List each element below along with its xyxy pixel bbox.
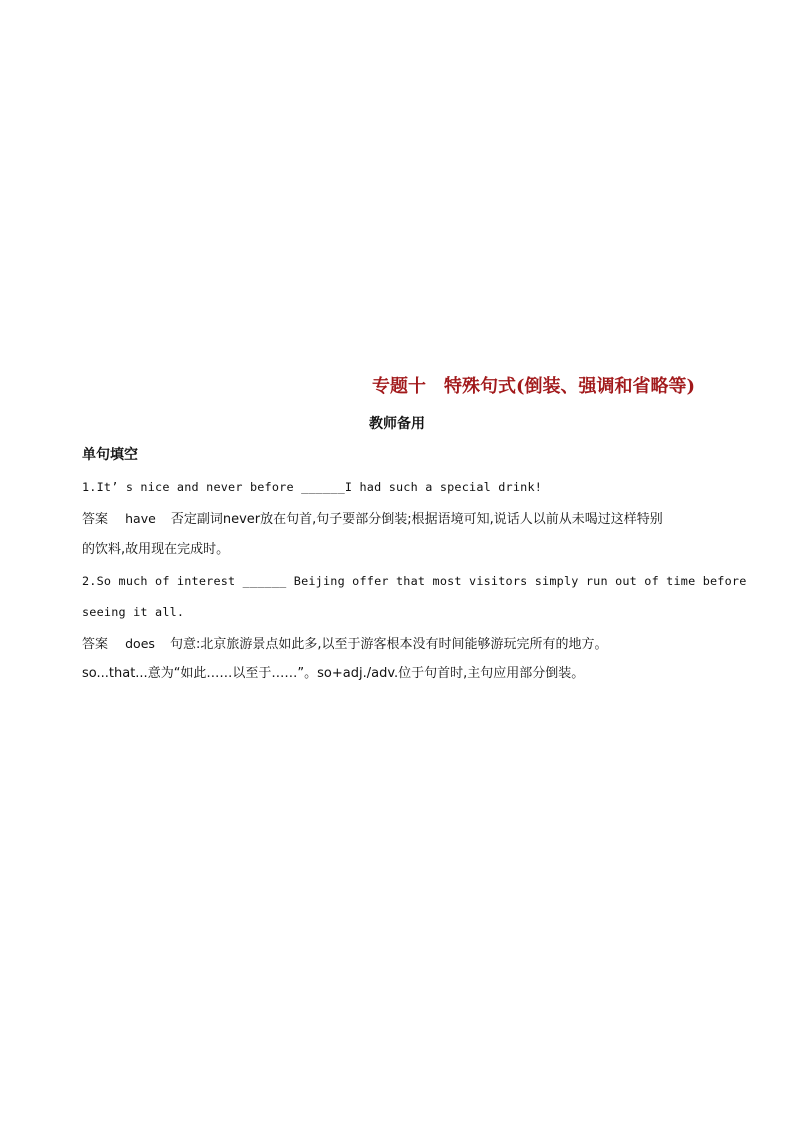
page-title: 专题十 特殊句式(倒装、强调和省略等): [372, 376, 696, 397]
answer-label: 答案: [82, 637, 109, 652]
question-1-explanation-continued: 的饮料,故用现在完成时。: [82, 542, 230, 557]
answer-explanation: 句意:北京旅游景点如此多,以至于游客根本没有时间能够游玩完所有的地方。: [170, 637, 608, 652]
question-2-explanation-continued: so...that...意为“如此……以至于……”。so+adj./adv.位于句首时,主句应用部分倒装。: [82, 666, 585, 681]
section-heading: 单句填空: [82, 447, 138, 463]
answer-label: 答案: [82, 512, 109, 527]
question-1-answer-line: [82, 507, 722, 531]
question-2-text-line-1: 2.So much of interest ______ Beijing offer that most visitors simply run out of time before: [82, 574, 747, 588]
answer-explanation: 否定副词never放在句首,句子要部分倒装;根据语境可知,说话人以前从未喝过这样特别: [170, 512, 663, 527]
question-2-answer-line: [82, 632, 722, 656]
question-1-text: 1.It’ s nice and never before ______I had such a special drink!: [82, 480, 543, 494]
page-subtitle: 教师备用: [369, 416, 425, 432]
answer-value: have: [125, 511, 156, 526]
answer-value: does: [125, 636, 155, 651]
question-2-text-line-2: seeing it all.: [82, 605, 185, 619]
